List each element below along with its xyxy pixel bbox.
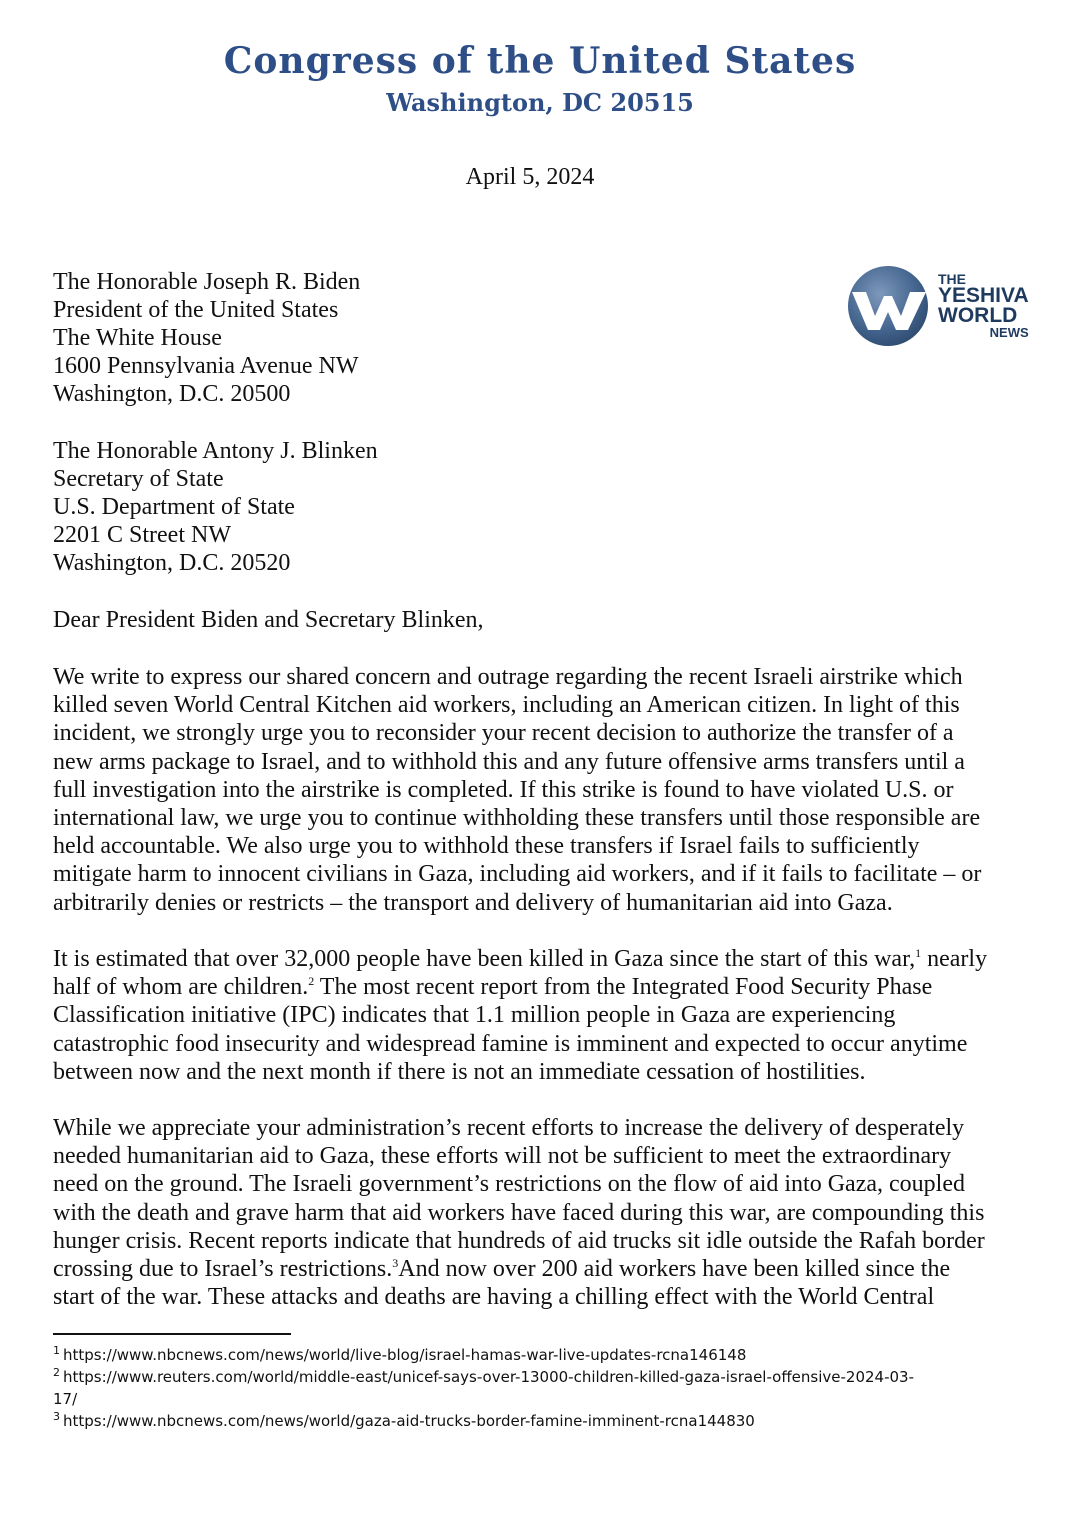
footnote-ref-1[interactable]: 1 xyxy=(915,946,922,960)
footnote-ref-3[interactable]: 3 xyxy=(392,1256,399,1271)
yeshiva-world-news-logo xyxy=(846,264,1046,350)
logo-w-icon xyxy=(848,266,928,346)
footnote-link-continued[interactable]: 17/ xyxy=(53,1390,78,1408)
footnote-link[interactable]: https://www.nbcnews.com/news/world/live-blog/israel-hamas-war-live-updates-rcna146148 xyxy=(63,1346,747,1364)
footnote-divider xyxy=(53,1333,291,1335)
salutation: Dear President Biden and Secretary Blinken, xyxy=(53,607,484,633)
footnotes xyxy=(53,1344,914,1432)
footnote-link[interactable]: https://www.nbcnews.com/news/world/gaza-aid-trucks-border-famine-imminent-rcna144830 xyxy=(63,1412,755,1430)
letterhead-title: Congress of the United States xyxy=(223,40,857,82)
recipient-address-biden: The Honorable Joseph R. Biden President of the United States The White House 1600 Pennsylvania Avenue NW Washington, D.C. 20500 xyxy=(53,269,361,407)
letterhead-address: Washington, DC 20515 xyxy=(386,88,694,117)
footnote-1: $^1$ https://www.nbcnews.com/news/world/live-blog/israel-hamas-war-live-updates-rcna146148 xyxy=(53,1344,747,1364)
logo-wordmark: THE YESHIVA WORLD NEWS xyxy=(938,271,1029,340)
paragraph-1: We write to express our shared concern and outrage regarding the recent Israeli airstrike which killed seven World Central Kitchen aid workers, including an American citizen. In light of this incident, we strongly urge you to reconsider your recent decision to authorize the transfer of a new arms package to Israel, and to withhold this and any future offensive arms transfers until a full investigation into the airstrike is completed. If this strike is found to have violated U.S. or international law, we urge you to continue withholding these transfers until those responsible are held accountable. We also urge you to withhold these transfers if Israel fails to sufficiently mitigate harm to innocent civilians in Gaza, including aid workers, and if it fails to facilitate – or arbitrarily denies or restricts – the transport and delivery of humanitarian aid into Gaza. xyxy=(53,664,982,916)
recipient-address-blinken: The Honorable Antony J. Blinken Secretary of State U.S. Department of State 2201 C Street NW Washington, D.C. 20520 xyxy=(53,438,378,576)
paragraph-2: It is estimated that over 32,000 people have been killed in Gaza since the start of this war,$^1$ nearly half of whom are children.$^2$ The most recent report from the Integrated Food Security Phase Classification initiative (IPC) indicates that 1.1 million people in Gaza are experiencing catastrophic food insecurity and widespread famine is imminent and expected to occur anytime between now and the next month if there is not an immediate cessation of hostilities. xyxy=(53,946,988,1085)
footnote-ref-2[interactable]: 2 xyxy=(308,974,315,989)
footnote-3: $^3$ https://www.nbcnews.com/news/world/gaza-aid-trucks-border-famine-imminent-rcna144830 xyxy=(53,1410,755,1430)
footnote-link[interactable]: https://www.reuters.com/world/middle-east/unicef-says-over-13000-children-killed-gaza-israel-offensive-2024-03- xyxy=(63,1368,914,1386)
letter-date: April 5, 2024 xyxy=(465,164,595,190)
paragraph-3: While we appreciate your administration’s recent efforts to increase the delivery of desperately needed humanitarian aid to Gaza, these efforts will not be sufficient to meet the extraordinary need on the ground. The Israeli government’s restrictions on the flow of aid into Gaza, coupled with the death and grave harm that aid workers have faced during this war, are compounding this hunger crisis. Recent reports indicate that hundreds of aid trucks sit idle outside the Rafah border crossing due to Israel’s restrictions.$^3$And now over 200 aid workers have been killed since the start of the war. These attacks and deaths are having a chilling effect with the World Central xyxy=(53,1115,985,1311)
footnote-2: $^2$ https://www.reuters.com/world/middle-east/unicef-says-over-13000-children-killed-gaza-israel-offensive-2024-03- xyxy=(53,1366,914,1386)
